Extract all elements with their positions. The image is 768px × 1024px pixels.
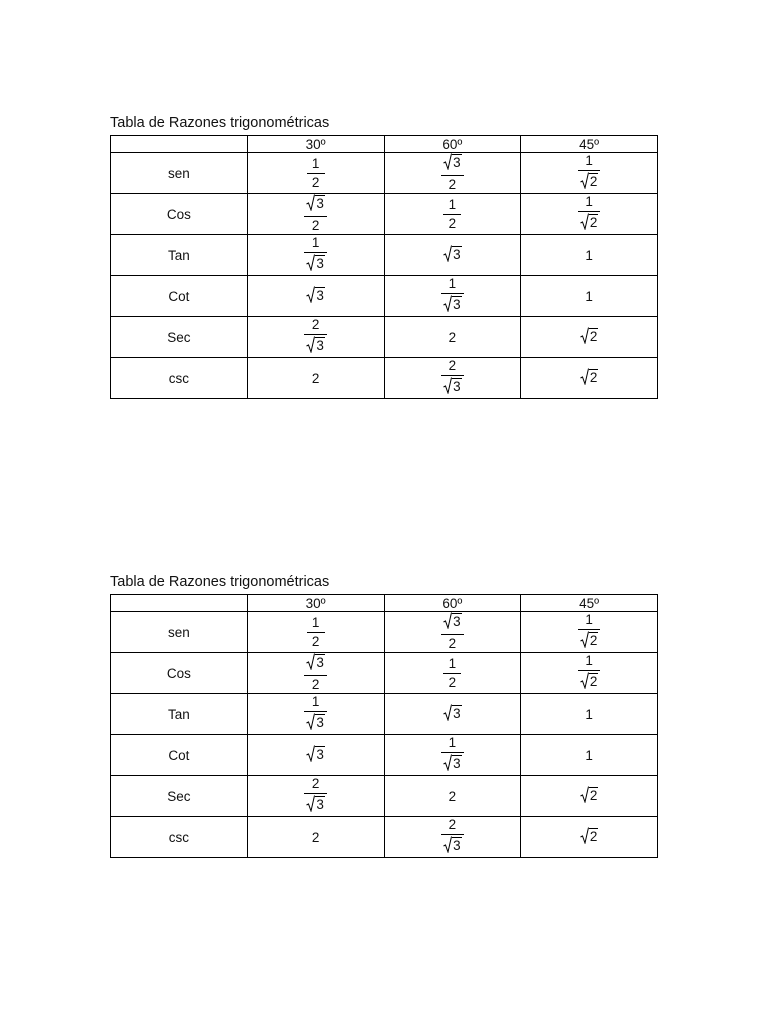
radicand: 2 [589, 174, 598, 189]
value-cell [247, 612, 384, 653]
fraction [578, 153, 601, 193]
numerator [441, 612, 464, 633]
value: 1 [311, 235, 320, 250]
fraction-bar [441, 634, 464, 635]
value: 2 [448, 329, 457, 345]
table-row [111, 694, 658, 735]
table-row [111, 235, 658, 276]
radical-sign-icon [580, 631, 589, 648]
column-header: 30º [247, 136, 384, 153]
value-cell [521, 694, 658, 735]
radicand: 3 [316, 196, 324, 211]
value: 1 [585, 653, 593, 668]
value-cell [247, 235, 384, 276]
value-cell [521, 153, 658, 194]
numerator [441, 153, 464, 174]
fraction-bar [304, 252, 327, 253]
fraction-bar [441, 175, 464, 176]
radicand: 2 [589, 674, 598, 689]
fraction [441, 276, 464, 316]
value: 2 [311, 218, 320, 233]
value: 2 [448, 177, 457, 192]
value-cell [384, 276, 521, 317]
fraction [443, 656, 461, 691]
radical-sign-icon [306, 745, 315, 762]
square-root [443, 295, 462, 312]
table-title: Tabla de Razones trigonométricas [110, 574, 330, 590]
denominator [310, 634, 322, 650]
radical-sign-icon [443, 377, 452, 394]
numerator [447, 276, 459, 292]
radicand: 2 [589, 788, 598, 803]
value-cell [521, 653, 658, 694]
table-row [111, 194, 658, 235]
value: 2 [311, 829, 320, 845]
value: 1 [311, 155, 320, 171]
radicand: 3 [316, 715, 324, 730]
fraction-bar [307, 632, 325, 633]
square-root [306, 653, 325, 670]
table-row [111, 735, 658, 776]
corner-cell [111, 136, 248, 153]
radicand: 3 [453, 297, 461, 312]
value-cell [384, 194, 521, 235]
value-cell [521, 817, 658, 858]
fraction-bar [304, 793, 327, 794]
denominator [441, 754, 464, 775]
numerator [447, 735, 459, 751]
radical-sign-icon [306, 653, 315, 670]
column-header: 60º [384, 595, 521, 612]
square-root [443, 704, 462, 721]
value: 2 [311, 776, 320, 791]
numerator [310, 776, 322, 792]
fraction-bar [304, 216, 327, 217]
value-cell [247, 735, 384, 776]
column-header: 60º [384, 136, 521, 153]
radicand: 3 [316, 797, 324, 812]
value: 2 [448, 358, 457, 373]
denominator [310, 218, 322, 234]
fraction-bar [304, 334, 327, 335]
numerator [447, 197, 459, 213]
denominator [441, 836, 464, 857]
radical-sign-icon [580, 368, 589, 385]
denominator [447, 177, 459, 193]
radicand: 3 [316, 256, 324, 271]
fraction-bar [443, 673, 461, 674]
function-label: sen [111, 612, 248, 653]
radical-sign-icon [580, 827, 589, 844]
function-label: Tan [111, 694, 248, 735]
numerator [310, 615, 322, 631]
fraction [304, 317, 327, 357]
fraction [304, 653, 327, 693]
denominator [441, 295, 464, 316]
value: 2 [448, 817, 457, 832]
radical-sign-icon [306, 713, 315, 730]
square-root [580, 327, 599, 344]
value: 1 [585, 247, 593, 263]
radical-sign-icon [306, 795, 315, 812]
table-title: Tabla de Razones trigonométricas [110, 115, 330, 131]
fraction [304, 776, 327, 816]
denominator [447, 675, 459, 691]
square-root [306, 795, 325, 812]
square-root [580, 631, 599, 648]
column-header: 30º [247, 595, 384, 612]
fraction-bar [441, 834, 464, 835]
value-cell [521, 194, 658, 235]
function-label: Tan [111, 235, 248, 276]
column-header: 45º [521, 136, 658, 153]
denominator [447, 636, 459, 652]
trig-table-section-2 [110, 573, 658, 858]
table-row [111, 612, 658, 653]
value-cell [247, 276, 384, 317]
value: 1 [448, 655, 457, 671]
value-cell [521, 235, 658, 276]
radicand: 3 [316, 338, 324, 353]
radical-sign-icon [580, 172, 589, 189]
fraction [441, 153, 464, 193]
square-root [306, 713, 325, 730]
radicand: 3 [453, 838, 461, 853]
function-label: Cos [111, 653, 248, 694]
value: 1 [585, 153, 593, 168]
value-cell [247, 776, 384, 817]
table-row [111, 776, 658, 817]
function-label: csc [111, 358, 248, 399]
header-row [111, 595, 658, 612]
numerator [583, 653, 595, 669]
square-root [443, 245, 462, 262]
radicand: 3 [453, 379, 461, 394]
numerator [304, 653, 327, 674]
square-root [443, 377, 462, 394]
numerator [310, 317, 322, 333]
fraction-bar [578, 629, 601, 630]
square-root [443, 836, 462, 853]
numerator [583, 153, 595, 169]
radical-sign-icon [580, 327, 589, 344]
numerator [447, 817, 459, 833]
radicand: 3 [316, 747, 324, 762]
square-root [306, 194, 325, 211]
table-row [111, 653, 658, 694]
function-label: csc [111, 817, 248, 858]
value: 1 [448, 735, 457, 750]
radicand: 2 [589, 329, 598, 344]
trig-ratios-table [110, 135, 658, 399]
value-cell [384, 653, 521, 694]
value-cell [384, 776, 521, 817]
denominator [304, 795, 327, 816]
square-root [306, 336, 325, 353]
square-root [580, 672, 599, 689]
value: 2 [448, 674, 457, 690]
denominator [578, 213, 601, 234]
radicand: 2 [589, 633, 598, 648]
value: 1 [585, 706, 593, 722]
fraction [304, 694, 327, 734]
fraction-bar [578, 211, 601, 212]
numerator [447, 358, 459, 374]
value: 2 [448, 788, 457, 804]
fraction [441, 358, 464, 398]
fraction [304, 235, 327, 275]
function-label: Sec [111, 317, 248, 358]
value: 1 [448, 196, 457, 212]
radicand: 3 [316, 288, 324, 303]
table-row [111, 153, 658, 194]
fraction [304, 194, 327, 234]
value-cell [384, 694, 521, 735]
square-root [443, 612, 462, 629]
denominator [578, 672, 601, 693]
radical-sign-icon [306, 286, 315, 303]
denominator [304, 254, 327, 275]
header-row [111, 136, 658, 153]
value-cell [247, 653, 384, 694]
value-cell [384, 817, 521, 858]
fraction [441, 612, 464, 652]
numerator [310, 235, 322, 251]
radicand: 3 [453, 756, 461, 771]
value-cell [384, 735, 521, 776]
value-cell [521, 358, 658, 399]
function-label: Sec [111, 776, 248, 817]
radical-sign-icon [306, 194, 315, 211]
function-label: Cot [111, 276, 248, 317]
value-cell [384, 235, 521, 276]
fraction-bar [304, 711, 327, 712]
square-root [443, 153, 462, 170]
function-label: sen [111, 153, 248, 194]
trig-table-section-1 [110, 114, 658, 399]
square-root [306, 286, 325, 303]
denominator [441, 377, 464, 398]
value-cell [247, 153, 384, 194]
fraction [578, 653, 601, 693]
numerator [583, 194, 595, 210]
table-row [111, 358, 658, 399]
fraction-bar [578, 170, 601, 171]
fraction-bar [441, 293, 464, 294]
value: 2 [311, 174, 320, 190]
radicand: 2 [589, 829, 598, 844]
value: 2 [311, 677, 320, 692]
column-header: 45º [521, 595, 658, 612]
value: 1 [311, 694, 320, 709]
radicand: 3 [453, 614, 461, 629]
value-cell [521, 776, 658, 817]
fraction-bar [304, 675, 327, 676]
value: 1 [448, 276, 457, 291]
denominator [310, 677, 322, 693]
square-root [306, 745, 325, 762]
value: 2 [311, 370, 320, 386]
radical-sign-icon [306, 254, 315, 271]
radical-sign-icon [443, 295, 452, 312]
radical-sign-icon [443, 704, 452, 721]
radical-sign-icon [580, 672, 589, 689]
value: 2 [311, 317, 320, 332]
table-row [111, 276, 658, 317]
square-root [306, 254, 325, 271]
value-cell [521, 276, 658, 317]
value-cell [247, 358, 384, 399]
fraction [441, 735, 464, 775]
numerator [583, 612, 595, 628]
value-cell [521, 735, 658, 776]
value-cell [384, 612, 521, 653]
table-row [111, 817, 658, 858]
radical-sign-icon [580, 213, 589, 230]
numerator [310, 694, 322, 710]
radical-sign-icon [443, 754, 452, 771]
square-root [580, 172, 599, 189]
numerator [310, 156, 322, 172]
square-root [580, 786, 599, 803]
value-cell [384, 358, 521, 399]
denominator [578, 172, 601, 193]
value: 1 [585, 194, 593, 209]
radicand: 2 [589, 215, 598, 230]
fraction [578, 194, 601, 234]
value-cell [247, 817, 384, 858]
fraction [443, 197, 461, 232]
value: 2 [311, 633, 320, 649]
table-row [111, 317, 658, 358]
value-cell [247, 694, 384, 735]
fraction-bar [441, 375, 464, 376]
denominator [310, 175, 322, 191]
function-label: Cot [111, 735, 248, 776]
radical-sign-icon [443, 153, 452, 170]
fraction-bar [578, 670, 601, 671]
value-cell [247, 317, 384, 358]
radical-sign-icon [443, 245, 452, 262]
radical-sign-icon [580, 786, 589, 803]
value-cell [521, 317, 658, 358]
square-root [580, 213, 599, 230]
value: 1 [585, 747, 593, 763]
radicand: 2 [589, 370, 598, 385]
radicand: 3 [453, 706, 461, 721]
corner-cell [111, 595, 248, 612]
radical-sign-icon [443, 612, 452, 629]
value-cell [247, 194, 384, 235]
value: 2 [448, 215, 457, 231]
value-cell [384, 153, 521, 194]
fraction [307, 615, 325, 650]
denominator [447, 216, 459, 232]
radicand: 3 [453, 155, 461, 170]
fraction [441, 817, 464, 857]
fraction [307, 156, 325, 191]
value-cell [384, 317, 521, 358]
fraction-bar [307, 173, 325, 174]
trig-ratios-table [110, 594, 658, 858]
function-label: Cos [111, 194, 248, 235]
square-root [580, 827, 599, 844]
numerator [304, 194, 327, 215]
radical-sign-icon [306, 336, 315, 353]
value: 1 [311, 614, 320, 630]
fraction [578, 612, 601, 652]
square-root [443, 754, 462, 771]
radicand: 3 [316, 655, 324, 670]
fraction-bar [441, 752, 464, 753]
numerator [447, 656, 459, 672]
value: 1 [585, 612, 593, 627]
square-root [580, 368, 599, 385]
value-cell [521, 612, 658, 653]
denominator [304, 713, 327, 734]
value: 1 [585, 288, 593, 304]
fraction-bar [443, 214, 461, 215]
denominator [304, 336, 327, 357]
radical-sign-icon [443, 836, 452, 853]
value: 2 [448, 636, 457, 651]
radicand: 3 [453, 247, 461, 262]
denominator [578, 631, 601, 652]
